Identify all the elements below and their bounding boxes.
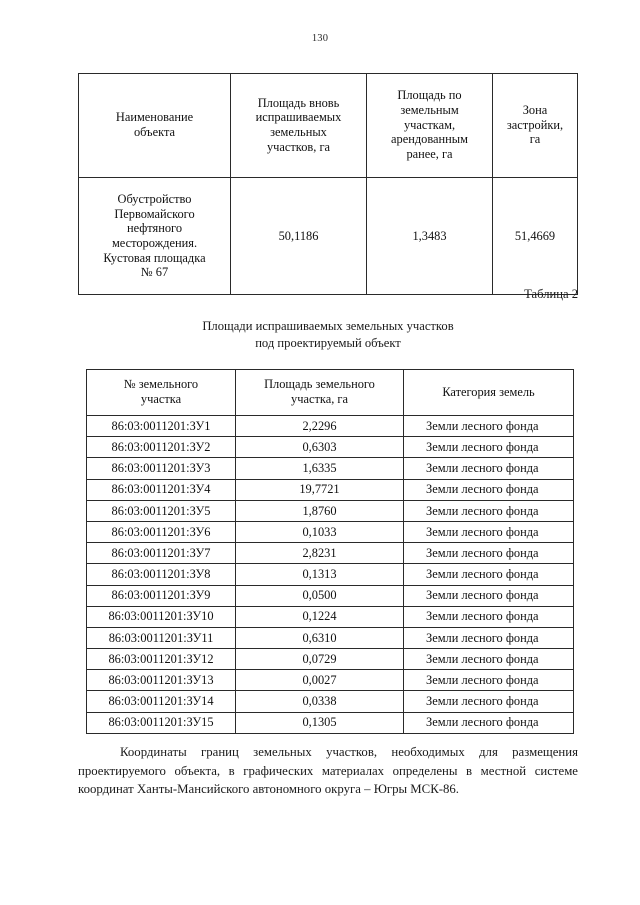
table-one-header-cell (493, 74, 578, 178)
cell-line: участков, га (266, 139, 331, 154)
plot-area-cell: 0,1313 (236, 564, 404, 585)
plot-number-cell: 86:03:0011201:ЗУ15 (87, 712, 236, 733)
cell-line: участка, га (291, 392, 348, 406)
land-category-cell: Земли лесного фонда (404, 691, 574, 712)
land-category-cell: Земли лесного фонда (404, 500, 574, 521)
land-category-cell: Земли лесного фонда (404, 670, 574, 691)
plot-number-cell: 86:03:0011201:ЗУ8 (87, 564, 236, 585)
land-category-cell: Земли лесного фонда (404, 649, 574, 670)
page-number: 130 (311, 33, 329, 44)
header-lines (407, 385, 570, 400)
cell-line: испрашиваемых (255, 110, 342, 125)
plot-area-cell: 0,1224 (236, 606, 404, 627)
table-two-row (87, 564, 574, 585)
plot-area-cell: 0,1305 (236, 712, 404, 733)
plot-number-cell: 86:03:0011201:ЗУ4 (87, 479, 236, 500)
header-lines (371, 88, 488, 161)
land-category-cell: Земли лесного фонда (404, 543, 574, 564)
cell-line: участкам, (403, 117, 456, 132)
table-one-header-row (79, 74, 578, 178)
table-one-header-cell (79, 74, 231, 178)
plot-area-cell: 1,8760 (236, 500, 404, 521)
header-lines (90, 377, 232, 407)
table-two-row (87, 649, 574, 670)
plot-number-cell: 86:03:0011201:ЗУ1 (87, 416, 236, 437)
plot-number-cell: 86:03:0011201:ЗУ7 (87, 543, 236, 564)
land-category-cell: Земли лесного фонда (404, 479, 574, 500)
plot-area-cell: 0,0338 (236, 691, 404, 712)
plot-area-cell: 2,8231 (236, 543, 404, 564)
plot-number-cell: 86:03:0011201:ЗУ14 (87, 691, 236, 712)
cell-line: застройки, (506, 117, 564, 132)
area-leased-cell: 1,3483 (367, 178, 493, 295)
land-category-cell: Земли лесного фонда (404, 458, 574, 479)
plot-number-cell: 86:03:0011201:ЗУ9 (87, 585, 236, 606)
land-category-cell: Земли лесного фонда (404, 416, 574, 437)
cell-line: земельных (270, 125, 327, 139)
cell-line: № земельного (123, 377, 199, 392)
table-two-row (87, 585, 574, 606)
plot-area-cell: 19,7721 (236, 479, 404, 500)
cell-line: Зона (522, 103, 548, 118)
cell-line: арендованным (391, 132, 468, 147)
body-paragraph: Координаты границ земельных участков, необходимых для размещения проектируемого объекта, в графических материалах определены в местной системе координат Ханты-Мансийского автономного округа – Югры МСК-86. (78, 744, 578, 797)
plot-number-cell: 86:03:0011201:ЗУ3 (87, 458, 236, 479)
build-zone-cell: 51,4669 (493, 178, 578, 295)
land-category-cell: Земли лесного фонда (404, 564, 574, 585)
table-two-title-line-1: Площади испрашиваемых земельных участков (202, 319, 454, 333)
table-one-body (79, 178, 578, 295)
cell-line: Категория земель (442, 384, 535, 399)
cell-line: месторождения. (111, 236, 198, 250)
table-two-title-line-2: под проектируемый объект (255, 335, 401, 350)
table-two-row (87, 458, 574, 479)
table-one-container (78, 73, 577, 295)
cell-line: га (529, 132, 541, 147)
plot-area-cell: 0,0027 (236, 670, 404, 691)
area-new-cell: 50,1186 (231, 178, 367, 295)
plot-number-cell: 86:03:0011201:ЗУ10 (87, 606, 236, 627)
plot-number-cell: 86:03:0011201:ЗУ11 (87, 627, 236, 648)
header-lines (497, 103, 573, 147)
cell-line: Кустовая площадка (103, 250, 206, 265)
table-two-title (78, 318, 578, 351)
table-one (78, 73, 578, 295)
cell-line: Площадь вновь (257, 95, 340, 110)
plot-number-cell: 86:03:0011201:ЗУ13 (87, 670, 236, 691)
cell-line: Обустройство (117, 192, 192, 207)
cell-line: Площадь по (397, 88, 462, 103)
cell-line: Площадь земельного (264, 377, 375, 392)
plot-area-cell: 0,6303 (236, 437, 404, 458)
land-category-cell: Земли лесного фонда (404, 585, 574, 606)
cell-line: № 67 (140, 265, 169, 280)
table-two-row (87, 500, 574, 521)
table-two (86, 369, 574, 734)
plot-area-cell: 0,0500 (236, 585, 404, 606)
table-one-header-cell (231, 74, 367, 178)
table-one-row (79, 178, 578, 295)
table-two-container (86, 369, 573, 734)
header-lines (83, 110, 226, 139)
land-category-cell: Земли лесного фонда (404, 521, 574, 542)
cell-line: Первомайского (114, 206, 195, 221)
plot-number-cell: 86:03:0011201:ЗУ6 (87, 521, 236, 542)
header-lines (235, 96, 362, 155)
plot-number-cell: 86:03:0011201:ЗУ5 (87, 500, 236, 521)
table-two-row (87, 416, 574, 437)
table-one-header-cell (367, 74, 493, 178)
cell-line: ранее, га (406, 146, 453, 161)
land-category-cell: Земли лесного фонда (404, 606, 574, 627)
cell-line-group (83, 192, 226, 280)
table-two-row (87, 543, 574, 564)
cell-line: земельным (400, 103, 459, 118)
table-two-body (87, 416, 574, 734)
plot-area-cell: 2,2296 (236, 416, 404, 437)
table-two-row (87, 691, 574, 712)
table-two-row (87, 521, 574, 542)
table-two-row (87, 627, 574, 648)
land-category-cell: Земли лесного фонда (404, 627, 574, 648)
table-two-header-row (87, 370, 574, 416)
plot-area-cell: 1,6335 (236, 458, 404, 479)
object-name-cell (79, 178, 231, 295)
table-two-header-cell (404, 370, 574, 416)
table-two-row (87, 437, 574, 458)
cell-line: Наименование (115, 110, 194, 125)
plot-area-cell: 0,6310 (236, 627, 404, 648)
table-two-header-cell (236, 370, 404, 416)
plot-number-cell: 86:03:0011201:ЗУ12 (87, 649, 236, 670)
table-two-row (87, 479, 574, 500)
plot-number-cell: 86:03:0011201:ЗУ2 (87, 437, 236, 458)
table-two-header-cell (87, 370, 236, 416)
plot-area-cell: 0,1033 (236, 521, 404, 542)
table-two-row (87, 606, 574, 627)
plot-area-cell: 0,0729 (236, 649, 404, 670)
cell-line: объекта (133, 125, 176, 139)
table-two-row (87, 712, 574, 733)
land-category-cell: Земли лесного фонда (404, 437, 574, 458)
table-two-row (87, 670, 574, 691)
table-two-label: Таблица 2 (524, 287, 578, 301)
cell-line: участка (140, 392, 182, 406)
header-lines (239, 377, 400, 407)
land-category-cell: Земли лесного фонда (404, 712, 574, 733)
cell-line: нефтяного (126, 221, 183, 236)
